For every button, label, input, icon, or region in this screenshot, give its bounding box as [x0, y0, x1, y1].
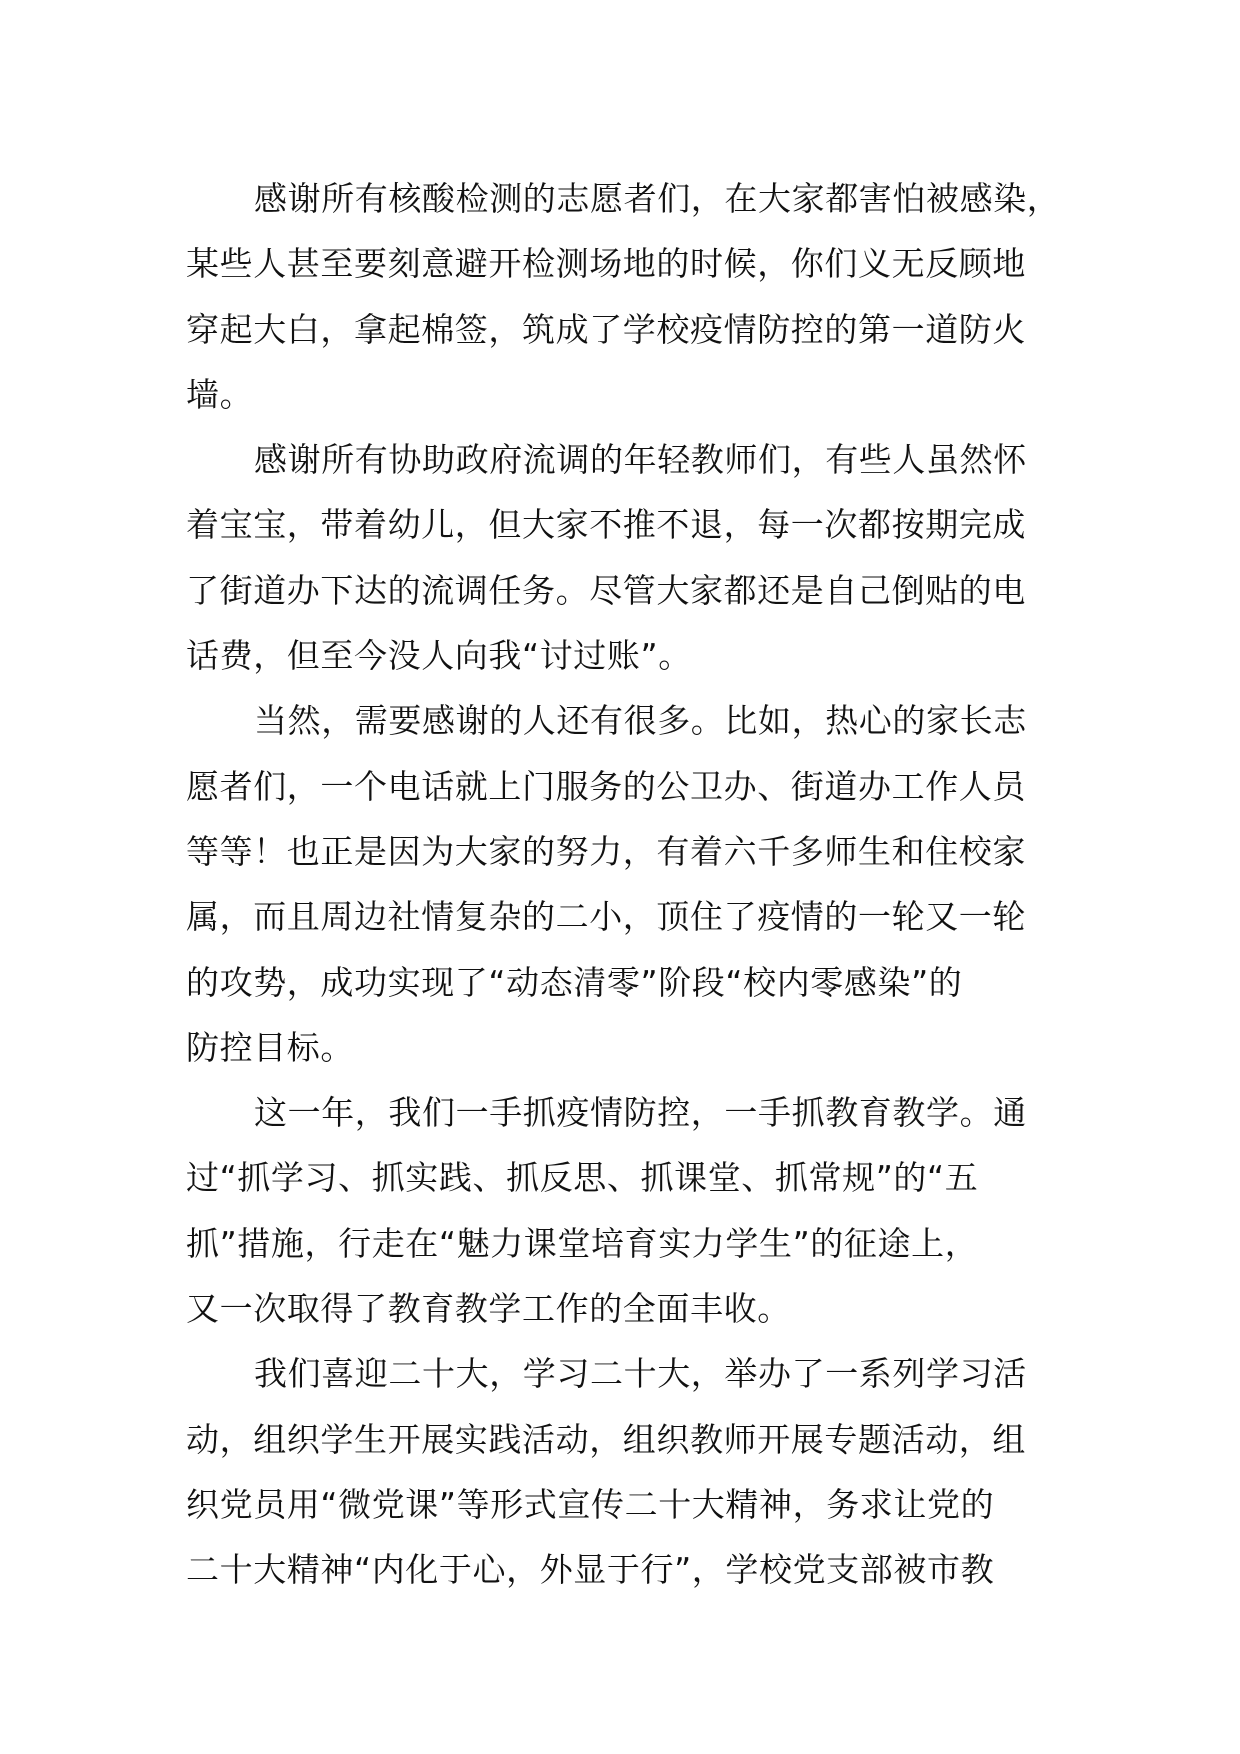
- paragraph-2-line-3: 了街道办下达的流调任务。尽管大家都还是自己倒贴的电: [186, 570, 1026, 610]
- paragraph-5-line-3: 织党员用“微党课”等形式宣传二十大精神，务求让党的: [186, 1484, 995, 1524]
- paragraph-2-line-1: 感谢所有协助政府流调的年轻教师们，有些人虽然怀: [254, 440, 1027, 480]
- paragraph-1-line-2: 某些人甚至要刻意避开检测场地的时候，你们义无反顾地: [186, 244, 1026, 284]
- paragraph-5-line-2: 动，组织学生开展实践活动，组织教师开展专题活动，组: [186, 1419, 1026, 1459]
- paragraph-2-line-4: 话费，但至今没人向我“讨过账”。: [186, 636, 692, 676]
- paragraph-1-line-3: 穿起大白，拿起棉签，筑成了学校疫情防控的第一道防火: [186, 309, 1026, 349]
- paragraph-3-line-4: 属，而且周边社情复杂的二小，顶住了疫情的一轮又一轮: [186, 897, 1026, 937]
- paragraph-2-line-2: 着宝宝，带着幼儿，但大家不推不退，每一次都按期完成: [186, 505, 1026, 545]
- paragraph-3-line-5: 的攻势，成功实现了“动态清零”阶段“校内零感染”的: [186, 962, 963, 1002]
- paragraph-5-line-4: 二十大精神“内化于心，外显于行”，学校党支部被市教: [186, 1550, 995, 1590]
- paragraph-4-line-1: 这一年，我们一手抓疫情防控，一手抓教育教学。通: [254, 1093, 1027, 1133]
- paragraph-3-line-3: 等等！也正是因为大家的努力，有着六千多师生和住校家: [186, 831, 1026, 871]
- paragraph-1-line-4: 墙。: [186, 374, 254, 414]
- paragraph-1-line-1: 感谢所有核酸检测的志愿者们，在大家都害怕被感染，: [254, 179, 1061, 218]
- paragraph-5-line-1: 我们喜迎二十大，学习二十大，举办了一系列学习活: [254, 1354, 1027, 1394]
- paragraph-4-line-3: 抓”措施，行走在“魅力课堂培育实力学生”的征途上，: [186, 1223, 979, 1263]
- document-body: [186, 166, 1061, 1603]
- paragraph-4-line-2: 过“抓学习、抓实践、抓反思、抓课堂、抓常规”的“五: [186, 1158, 979, 1198]
- paragraph-3-line-6: 防控目标。: [186, 1027, 354, 1067]
- paragraph-4-line-4: 又一次取得了教育教学工作的全面丰收。: [186, 1289, 791, 1329]
- paragraph-3-line-1: 当然，需要感谢的人还有很多。比如，热心的家长志: [254, 701, 1027, 741]
- paragraph-3-line-2: 愿者们，一个电话就上门服务的公卫办、街道办工作人员: [186, 766, 1026, 806]
